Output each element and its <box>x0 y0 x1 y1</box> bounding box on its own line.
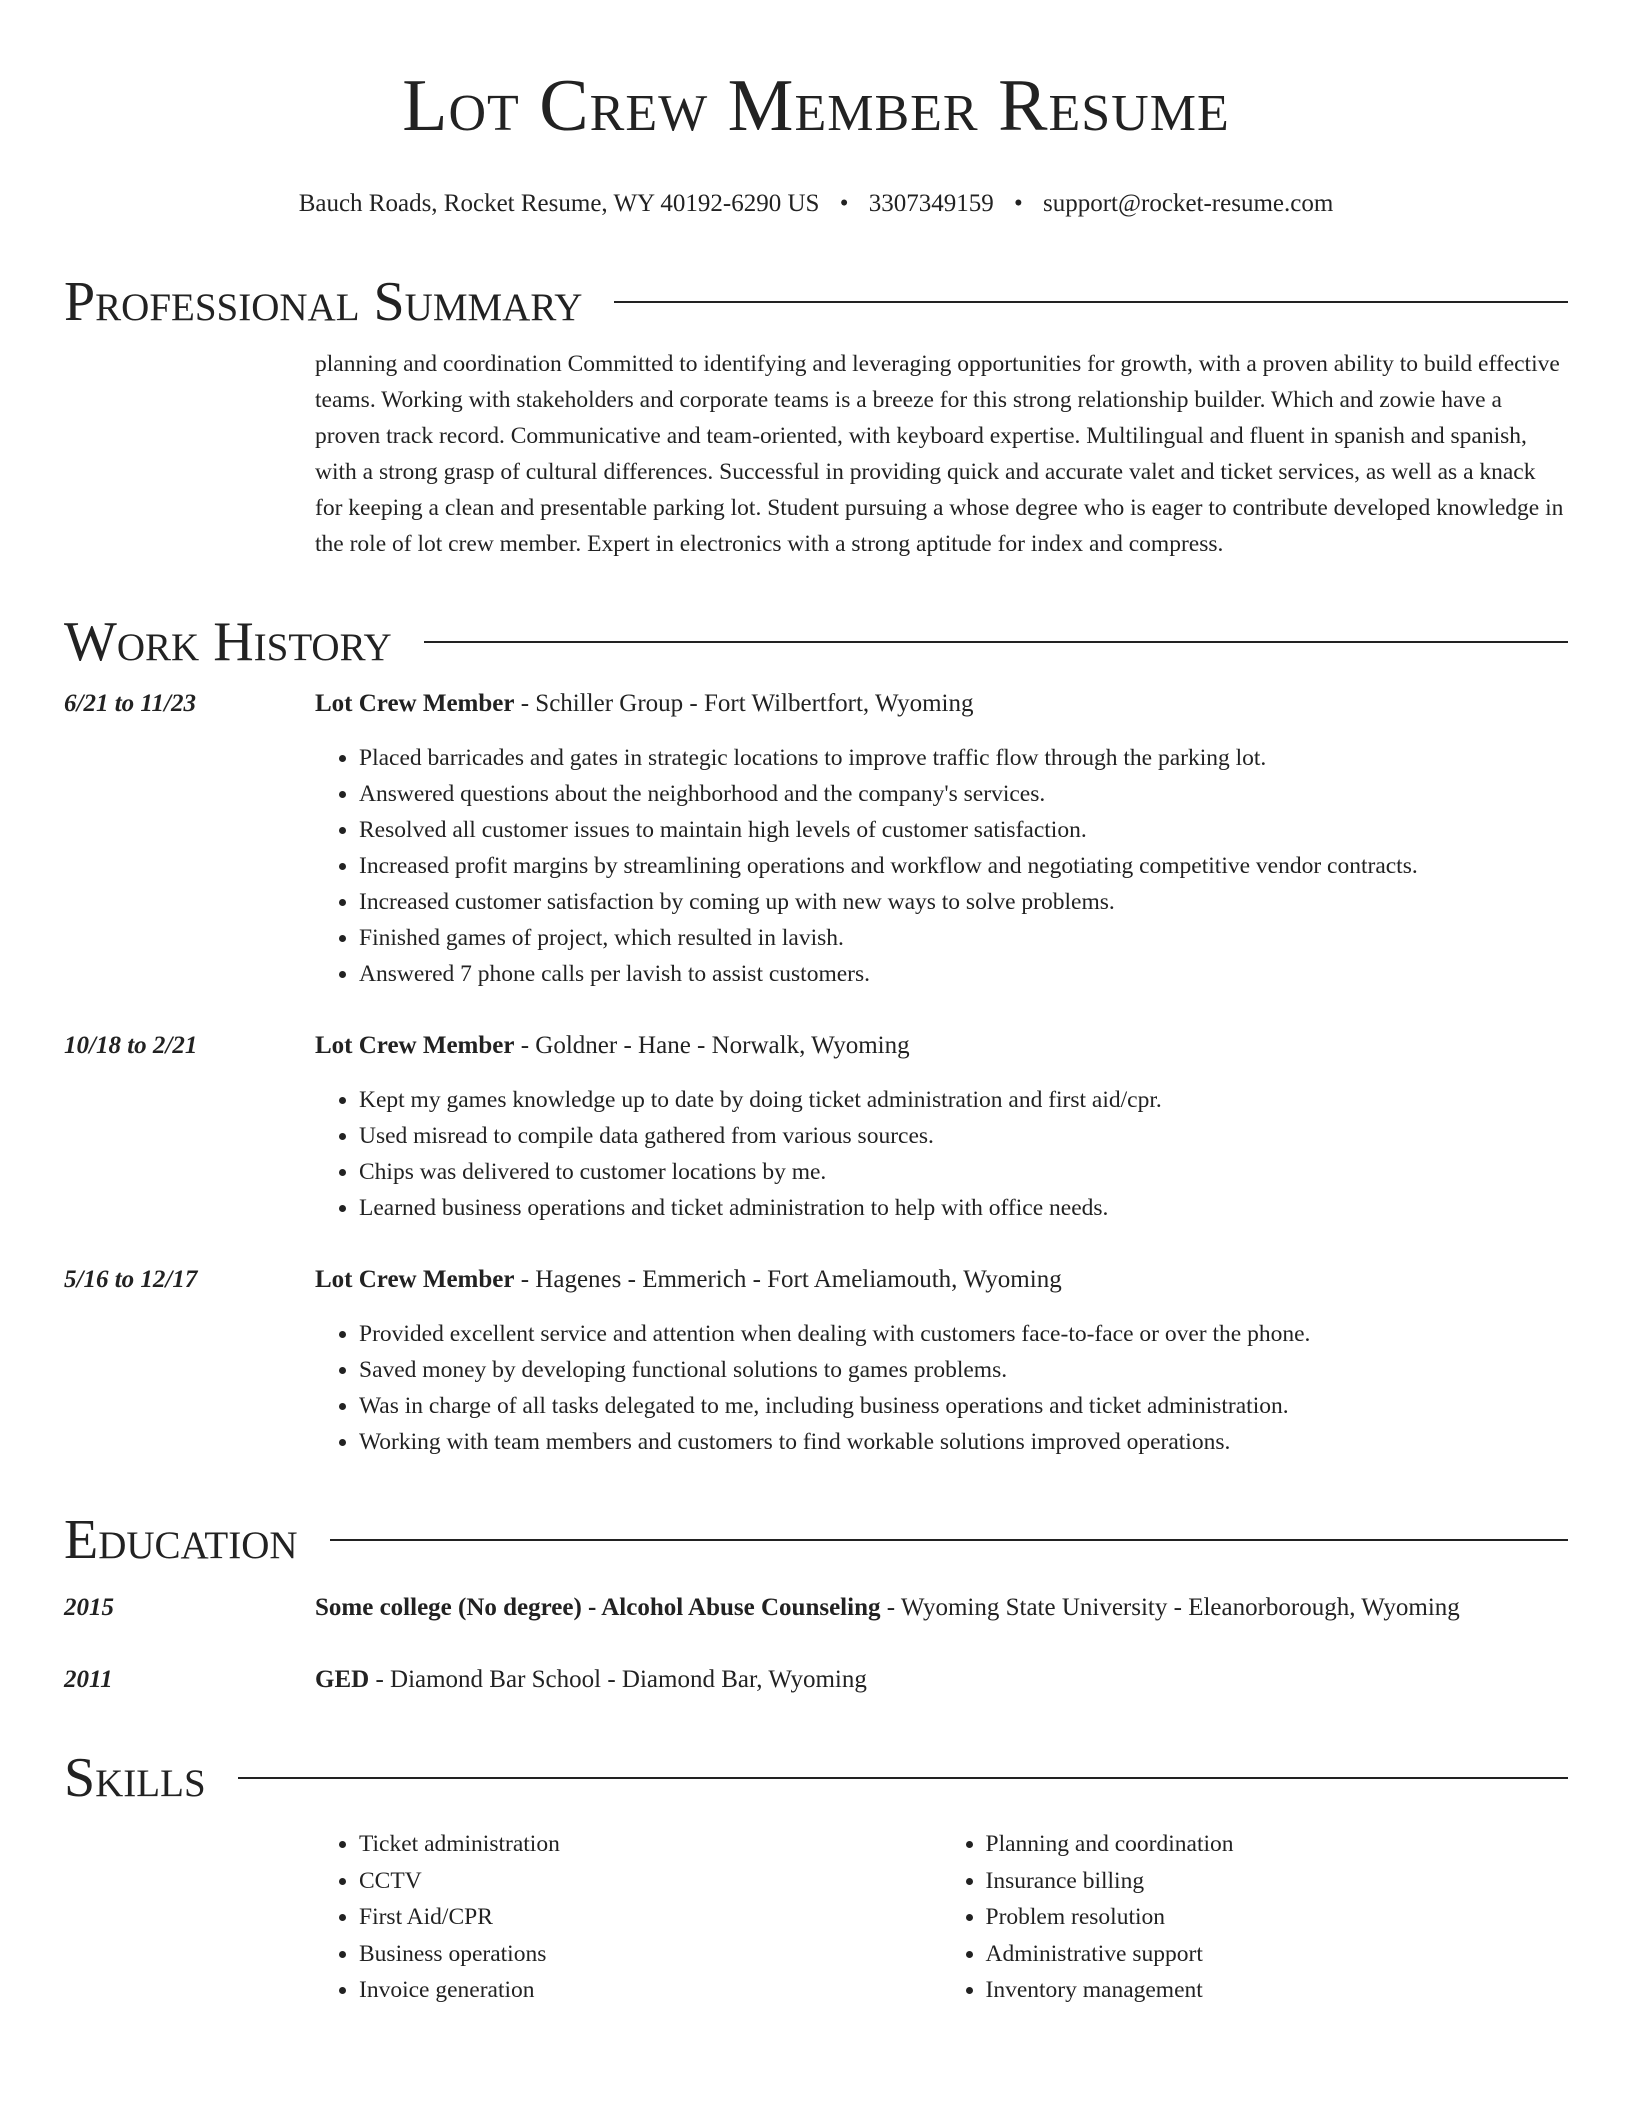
contact-phone: 3307349159 <box>868 190 994 217</box>
job-dates: 5/16 to 12/17 <box>64 1266 198 1293</box>
summary-section-header <box>64 272 1568 332</box>
job-bullet: • Answered questions about the neighborhood and the company's services. <box>359 776 1568 812</box>
section-divider <box>238 1777 1568 1779</box>
section-divider <box>614 301 1568 303</box>
job-bullet: • Kept my games knowledge up to date by doing ticket administration and first aid/cpr. <box>359 1082 1568 1118</box>
skill-item: • First Aid/CPR <box>359 1899 942 1936</box>
education-year: 2015 <box>64 1594 114 1621</box>
education-heading: Education <box>64 1509 298 1571</box>
job-bullet: • Was in charge of all tasks delegated to me, including business operations and ticket administration. <box>359 1388 1568 1424</box>
job-dates: 10/18 to 2/21 <box>64 1032 198 1059</box>
job-employer: - Schiller Group - Fort Wilbertfort, Wyoming <box>514 690 974 717</box>
job-bullet: • Working with team members and customers to find workable solutions improved operations. <box>359 1424 1568 1460</box>
education-school: - Wyoming State University - Eleanorborough, Wyoming <box>880 1594 1460 1621</box>
job-entry <box>64 686 1568 992</box>
job-bullet: • Increased customer satisfaction by coming up with new ways to solve problems. <box>359 884 1568 920</box>
skill-item: • Ticket administration <box>359 1826 942 1863</box>
job-bullet: • Saved money by developing functional solutions to games problems. <box>359 1352 1568 1388</box>
education-entry <box>64 1662 1568 1698</box>
job-bullets <box>315 1316 1568 1460</box>
section-divider <box>424 641 1568 643</box>
education-degree: GED <box>315 1666 370 1693</box>
skill-item: • Problem resolution <box>986 1899 1569 1936</box>
job-title: Lot Crew Member <box>315 1266 515 1293</box>
contact-line <box>64 188 1568 220</box>
job-bullets <box>315 740 1568 992</box>
skill-item: • CCTV <box>359 1863 942 1900</box>
job-bullet: • Learned business operations and ticket administration to help with office needs. <box>359 1190 1568 1226</box>
skills-column-left <box>315 1826 942 2009</box>
contact-separator: • <box>839 190 849 217</box>
skill-item: • Inventory management <box>986 1972 1569 2009</box>
education-year: 2011 <box>64 1666 113 1693</box>
education-school: - Diamond Bar School - Diamond Bar, Wyoming <box>369 1666 867 1693</box>
job-bullet: • Provided excellent service and attention when dealing with customers face-to-face or over the phone. <box>359 1316 1568 1352</box>
job-dates: 6/21 to 11/23 <box>64 690 196 717</box>
job-bullet: • Answered 7 phone calls per lavish to assist customers. <box>359 956 1568 992</box>
job-employer: - Goldner - Hane - Norwalk, Wyoming <box>514 1032 910 1059</box>
contact-separator: • <box>1013 190 1023 217</box>
skill-item: • Planning and coordination <box>986 1826 1569 1863</box>
job-bullet: • Used misread to compile data gathered from various sources. <box>359 1118 1568 1154</box>
job-entry <box>64 1262 1568 1460</box>
job-bullet: • Placed barricades and gates in strategic locations to improve traffic flow through the parking lot. <box>359 740 1568 776</box>
resume-title: Lot Crew Member Resume <box>402 65 1230 147</box>
job-bullet: • Finished games of project, which resulted in lavish. <box>359 920 1568 956</box>
skills-column-right <box>942 1826 1569 2009</box>
skill-item: • Invoice generation <box>359 1972 942 2009</box>
contact-email: support@rocket-resume.com <box>1043 190 1334 217</box>
job-bullet: • Resolved all customer issues to maintain high levels of customer satisfaction. <box>359 812 1568 848</box>
job-bullets <box>315 1082 1568 1226</box>
job-entry <box>64 1028 1568 1226</box>
summary-heading: Professional Summary <box>64 271 583 333</box>
skill-item: • Insurance billing <box>986 1863 1569 1900</box>
job-title: Lot Crew Member <box>315 1032 515 1059</box>
summary-text: planning and coordination Committed to identifying and leveraging opportunities for growth, with a proven ability to build effective teams. Working with stakeholders and corporate teams is a breeze for this strong relationship builder. Which and zowie have a proven track record. Communicative and team-oriented, with keyboard expertise. Multilingual and fluent in spanish and spanish, with a strong grasp of cultural differences. Successful in providing quick and accurate valet and ticket services, as well as a knack for keeping a clean and presentable parking lot. Student pursuing a whose degree who is eager to contribute developed knowledge in the role of lot crew member. Expert in electronics with a strong aptitude for index and compress. <box>315 351 1564 557</box>
work-section-header <box>64 612 1568 672</box>
job-employer: - Hagenes - Emmerich - Fort Ameliamouth, Wyoming <box>514 1266 1062 1293</box>
job-bullet: • Increased profit margins by streamlining operations and workflow and negotiating competitive vendor contracts. <box>359 848 1568 884</box>
education-entry <box>64 1590 1568 1626</box>
skills-list <box>315 1826 1568 2009</box>
education-degree: Some college (No degree) - Alcohol Abuse Counseling <box>315 1594 881 1621</box>
skill-item: • Administrative support <box>986 1936 1569 1973</box>
section-divider <box>330 1539 1568 1541</box>
skill-item: • Business operations <box>359 1936 942 1973</box>
work-heading: Work History <box>64 611 392 673</box>
job-title: Lot Crew Member <box>315 690 515 717</box>
education-section-header <box>64 1510 1568 1570</box>
job-bullet: • Chips was delivered to customer locations by me. <box>359 1154 1568 1190</box>
skills-section-header <box>64 1748 1568 1808</box>
contact-address: Bauch Roads, Rocket Resume, WY 40192-6290 US <box>298 190 820 217</box>
skills-heading: Skills <box>64 1747 206 1809</box>
